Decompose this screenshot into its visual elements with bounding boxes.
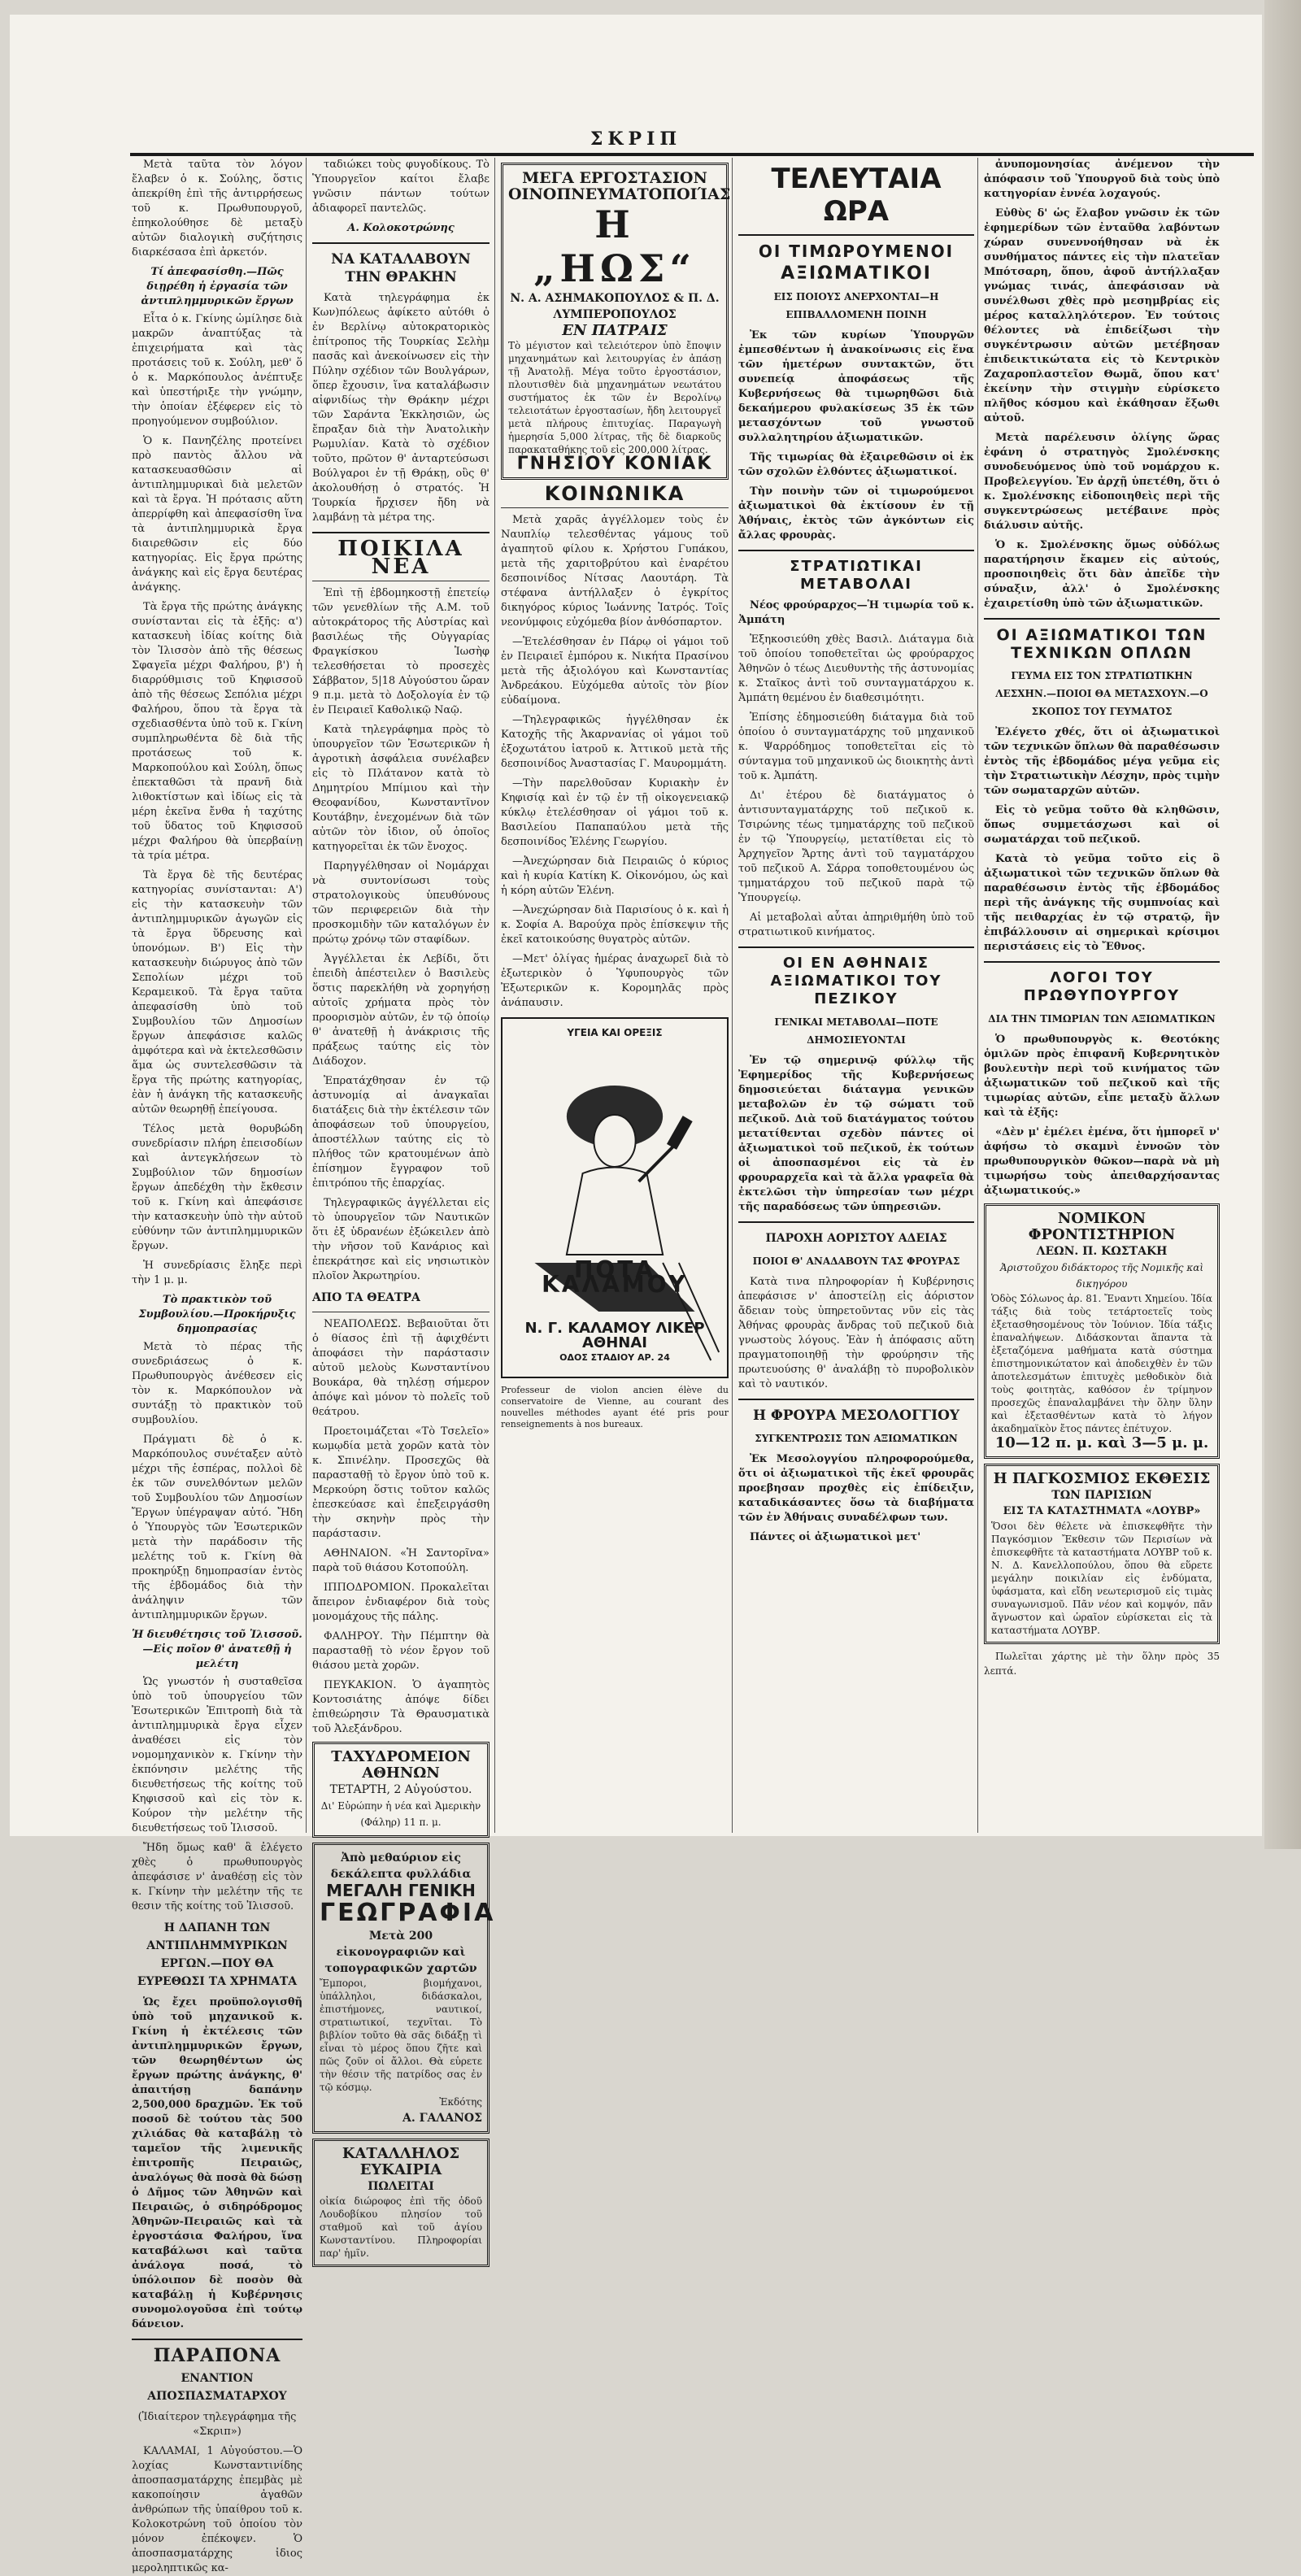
article-subheading: ΠΟΙΟΙ Θ' ΑΝΑΔΑΒΟΥΝ ΤΑΣ ΦΡΟΥΡΑΣ: [752, 1255, 960, 1267]
theatre-item: ΦΑΛΗΡΟΥ. Τὴν Πέμπτην θὰ παρασταθῇ τὸ νέον ἔργον τοῦ θιάσου μετὰ χορῶν.: [312, 1630, 490, 1672]
ad-title: ΜΕΓΑ ΕΡΓΟΣΤΑΣΙΟΝ ΟΙΝΟΠΝΕΥΜΑΤΟΠΟΙΊΑΣ: [508, 169, 731, 203]
ad-body: Ὁδὸς Σόλωνος ἀρ. 81. Ἔναντι Χημείου. Ἰδία τάξις διὰ τοὺς τετάρτοετεῖς τοὺς ἐξετασθησομένους τὸν Ἰούνιον. Ἰδία τάξις ἐπαναλήψεων. Διδάσκονται ἅπαντα τὰ ἐξεταζόμενα μαθήματα κατὰ σύστημα ἐπιστημονικώτατον καὶ ἀποδειχθὲν ἐν τῶν ἀποτελεσμάτων ἐπιτυχὲς μεθοδικὸν διὰ τοὺς φοιτητὰς, καθόσον ἐν τρίμηνον προσεχῶς ἐπαναλαμβάνει τὴν ὅλην ὕλην καὶ ἐξετασθέντων κατὰ τὸ λήγον ἀκαδημαϊκὸν ἔτος πάντες ἐπέτυχον.: [991, 1293, 1212, 1434]
article-paragraph: Κατὰ τὸ γεῦμα τοῦτο εἰς ὃ ἀξιωματικοὶ τῶν τεχνικῶν ὅπλων θὰ παραθέσωσιν ἐντὸς τῆς ἑβδομάδος περὶ τῆς ἀνάγκης τῆς συμπνοίας καὶ τῆς πειθαρχίας ἐν τῷ στρατῷ, ἣν ἐπιβάλλουσιν αἱ σημερικαὶ κρίσιμοι περιστάσεις εἰς τὸ Ἔθνος.: [984, 853, 1220, 953]
ad-brand: Η „ΗΩΣ“: [533, 202, 696, 290]
article-paragraph: Τέλος μετὰ θορυβώδη συνεδρίασιν πλήρη ἐπεισοδίων καὶ ἀντεγκλήσεων τὸ Συμβούλιον τῶν δημοσίων ἔργων ἀπεδέχθη τὴν ἔκθεσιν τοῦ κ. Γκίνη καὶ ἀπεφάσισε τὴν κατασκευὴν ὑπὸ τὴν αὐτοῦ εὐθύνην τῶν ἀντιπλημμυρικῶν ἔργων.: [132, 1123, 302, 1252]
article-paragraph: Ἐξηκοσιεύθη χθὲς Βασιλ. Διάταγμα διὰ τοῦ ὁποίου τοποθετεῖται ὡς φρούραρχος Ἀθηνῶν ὁ τέως Διευθυντὴς τῆς ἀστυνομίας κ. Σταῖκος ἀντὶ τοῦ συνταγματάρχου κ. Ἀμπάτη θεμένου ἐν διαθεσιμότητι.: [738, 633, 974, 704]
article-paragraph: Πάντες οἱ ἀξιωματικοὶ μετ': [750, 1531, 921, 1543]
ad-body: Τὸ μέγιστον καὶ τελειότερον ὑπὸ ἔποψιν μηχανημάτων καὶ λειτουργίας ἐν ἀπάσῃ τῇ Ἀνατολῇ. Μέγα τοῦτο ἐργοστάσιον, πλουτισθὲν διὰ μηχανημάτων νεωτάτου συστήματος ἐκ τῶν ἐν Βερολίνῳ τελειοτάτων ἐργοστασίων, ἤδη λειτουργεῖ μετὰ πλήρους ἐπιτυχίας. Παραγωγὴ ἡμερησία 5,000 λίτρας, τῆς δὲ διαρκοῦς παρακαταθήκης τοῦ εἰς 200,000 λίτρας.: [508, 340, 721, 455]
society-item: —Ἀνεχώρησαν διὰ Πειραιῶς ὁ κύριος καὶ ἡ κυρία Κατίκη Κ. Οἰκονόμου, ὡς καὶ ἡ κόρη αὐτῶν Ἑλένη.: [501, 855, 729, 897]
masthead: [10, 112, 1262, 153]
article-headline: ΟΙ ΕΝ ΑΘΗΝΑΙΣ ΑΞΙΩΜΑΤΙΚΟΙ ΤΟΥ ΠΕΖΙΚΟΥ: [770, 955, 942, 1007]
news-item: Ἐπρατάχθησαν ἐν τῷ ἀστυνομίᾳ αἱ ἀναγκαῖαι διατάξεις διὰ τὴν ἐκτέλεσιν τῶν ἀποφάσεων τοῦ ὑπουργείου, ἀποστέλλων ταύτης εἰς τὸ πλήθος τῶν κρατουμένων ἀπὸ ἐπίσημον ἔγγραφον τοῦ ἐπιτρόπου τῆς ἐπαρχίας.: [312, 1075, 490, 1190]
post-office-box: [312, 1742, 490, 1838]
ad-hours: 10—12 π. μ. καὶ 3—5 μ. μ.: [994, 1434, 1209, 1451]
ad-title: ΓΕΩΓΡΑΦΙΑ: [320, 1899, 496, 1927]
news-item: Ἐπὶ τῇ ἑβδομηκοστῇ ἐπετείῳ τῶν γενεθλίων τῆς Α.Μ. τοῦ αὐτοκράτορος τῆς Αὐστρίας καὶ βασιλέως τῆς Οὐγγαρίας Φραγκίσκου Ἰωσὴφ τελεσθήσεται τὸ προσεχὲς Σάββατον, 5|18 Αὐγούστου ὥραν 9 π.μ. μετὰ τὸ Δοξολογία ἐν τῷ ἐν Πειραιεῖ Καθολικῷ Ναῷ.: [312, 587, 490, 716]
article-headline: ΑΞΙΩΜΑΤΙΚΟΙ: [781, 263, 932, 284]
section-rule: [132, 2339, 302, 2340]
article-subheading: ΓΕΥΜΑ ΕΙΣ ΤΟΝ ΣΤΡΑΤΙΩΤΙΚΗΝ ΛΕΣΧΗΝ.—ΠΟΙΟΙ ΘΑ ΜΕΤΑΣΧΟΥΝ.—Ο ΣΚΟΠΟΣ ΤΟΥ ΓΕΥΜΑΤΟΣ: [995, 670, 1208, 717]
theatre-item: ΠΕΥΚΑΚΙΟΝ. Ὁ ἀγαπητὸς Κοντοσιάτης ἀπόψε δίδει ἐπιθεώρησιν Τὰ Θραυσματικὰ τοῦ Ἀλεξάνδρου.: [312, 1679, 490, 1735]
liqueur-ad-illustration: [501, 1017, 729, 1378]
news-item: Ἀγγέλλεται ἐκ Λεβίδι, ὅτι ἐπειδὴ ἀπέστειλεν ὁ Βασιλεὺς ὅστις παρεκλήθη νὰ χορηγήσῃ αὐτοῖς χρήματα πρὸς τὸν προορισμὸν αὐτῶν, ἐν τῷ ὁποίῳ θ' ἀνατεθῇ ἡ ἀνάκρισις τῆς πράξεως ταύτης εἰς τὸν Διάδοχον.: [312, 953, 490, 1068]
article-signature: Α. Κολοκοτρώνης: [347, 222, 455, 234]
news-item: Παρηγγέλθησαν οἱ Νομάρχαι νὰ συντονίσωσι τοὺς στρατολογικοὺς ὑπευθύνους τῶν περιφερειῶν διὰ τὴν προσκομιδὴν τῶν καταλόγων ἐν πρώτῳ χρόνῳ τῶν σταφίδων.: [312, 860, 490, 946]
section-rule: [738, 1399, 974, 1400]
article-headline: ΠΑΡΟΧΗ ΑΟΡΙΣΤΟΥ ΑΔΕΙΑΣ: [765, 1232, 947, 1245]
article-paragraph: Ὁ κ. Σμολένσκης ὅμως οὐδόλως παρατήρησιν ἔκαμεν εἰς αὐτούς, προσποιηθεὶς ὅτι δὰν ἀπεῖδε τὴν σύναξιν, ἀλλ' ὁ Σμολένσκης ἐχαιρετίσθη ὑπὸ τῶν ἀξιωματικῶν.: [984, 539, 1220, 610]
society-item: —Τὴν παρελθοῦσαν Κυριακὴν ἐν Κηφισίᾳ καὶ ἐν τῷ ἐν τῇ οἰκογενειακῷ κύκλῳ ἐτελέσθησαν οἱ γάμοι τοῦ κ. Βασιλείου Παπαπαύλου μετὰ τῆς δεσποινίδος Ἑλένης Γεωργίου.: [501, 777, 729, 848]
column-1: [132, 158, 302, 2574]
society-item: —Ἐτελέσθησαν ἐν Πάρῳ οἱ γάμοι τοῦ ἐν Πειραιεῖ ἐμπόρου κ. Νικήτα Πρασίνου μετὰ τῆς ἀξιολόγου καὶ Κωνσταντίας Ἀνδρεάκου. Εὐχόμεθα αὐτοῖς τὸν βίον εὐδαίμονα.: [501, 636, 729, 707]
column-3: [501, 158, 729, 1833]
article-paragraph: Αἱ μεταβολαὶ αὗται ἀπηριθμήθη ὑπὸ τοῦ στρατιωτικοῦ κινήματος.: [738, 912, 974, 938]
ad-subtitle: ΠΩΛΕΙΤΑΙ: [368, 2180, 434, 2193]
society-item: Μετὰ χαρᾶς ἀγγέλλομεν τοὺς ἐν Ναυπλίῳ τελεσθέντας γάμους τοῦ ἀγαπητοῦ φίλου κ. Χρήστου Γυπάκου, μετὰ τῆς χαριτοβρύτου καὶ ἐναρέτου δεσποινίδος Νίτσας Λαουτάρη. Τὰ στέφανα ἀντήλλαξεν ὁ ἐγκρίτος δικηγόρος κύριος Ἰωάννης Ἰατρός. Τοῖς νεονύμφοις εὐχόμεθα βίον ἀνθόσπαρτον.: [501, 514, 729, 629]
article-paragraph: Ἐκ Μεσολογγίου πληροφορούμεθα, ὅτι οἱ ἀξιωματικοὶ τῆς ἐκεῖ φρουρᾶς προεβησαν προχθὲς εἰς ἐπίδειξιν, καταδικάσαντες ὅσω τὰ διαβήματα τῶν ἐν Ἀθήναις συναδέλφων των.: [738, 1453, 974, 1524]
section-rule: [738, 946, 974, 948]
article-paragraph: Μετὰ ταῦτα τὸν λόγον ἔλαβεν ὁ κ. Σούλης, ὅστις ἀπεκρίθη ἐπὶ τῆς ἀντιρρήσεως τοῦ κ. Πρωθυπουργοῦ, ἐπηκολούθησε δὲ μεταξὺ αὐτῶν διαλογικὴ συζήτησις διαρκέσασα ἐπὶ ἀρκετόν.: [132, 159, 302, 259]
ad-caption: ΟΔΟΣ ΣΤΑΔΙΟΥ ΑΡ. 24: [559, 1352, 670, 1363]
ad-title: ΚΑΤΑΛΛΗΛΟΣ ΕΥΚΑΙΡΙΑ: [342, 2145, 460, 2178]
column-divider: [732, 158, 733, 1833]
article-headline: ΣΤΡΑΤΙΩΤΙΚΑΙ ΜΕΤΑΒΟΛΑΙ: [790, 558, 923, 593]
article-paragraph: ἀνυπομονησίας ἀνέμενον τὴν ἀπόφασιν τοῦ Ὑπουργοῦ διὰ τοὺς ὑπὸ κατηγορίαν ἐννέα λοχαγούς.: [984, 159, 1220, 200]
article-subheading: Ἡ διευθέτησις τοῦ Ἰλισσοῦ.—Εἰς ποῖον θ' ἀνατεθῇ ἡ μελέτη: [132, 1629, 302, 1670]
ad-caption: Ν. Γ. ΚΑΛΑΜΟΥ ΛΙΚΕΡ ΑΘΗΝΑΙ: [524, 1320, 705, 1351]
article-headline: Η ΦΡΟΥΡΑ ΜΕΣΟΛΟΓΓΙΟΥ: [752, 1408, 960, 1424]
article-paragraph: Ἐλέγετο χθές, ὅτι οἱ ἀξιωματικοὶ τῶν τεχνικῶν ὅπλων θὰ παραθέσωσιν ἐντὸς τῆς ἑβδομάδος μέγα γεῦμα εἰς τὴν Στρατιωτικὴν Λέσχην, πρὸς τιμὴν τῶν σωματαρχῶν αὐτῶν.: [984, 726, 1220, 797]
news-item: Τηλεγραφικῶς ἀγγέλλεται εἰς τὸ ὑπουργεῖον τῶν Ναυτικῶν ὅτι ἐξ ὑδρανέων ἐξώκειλεν ἀπὸ τὴν νῆσον τοῦ Κανάριος καὶ ἐπεκράτησε καὶ εἰς νησιωτικὸν πλοῖον Ἀκρωτηρίου.: [312, 1197, 490, 1282]
article-subheading: Τί ἀπεφασίσθη.—Πῶς διῃρέθη ἡ ἐργασία τῶν ἀντιπλημμυρικῶν ἔργων: [141, 266, 294, 307]
article-paragraph: ταδιώκει τοὺς φυγοδίκους. Τὸ Ὑπουργεῖον καίτοι ἔλαβε γνῶσιν πάντων τούτων ἀδιαφορεῖ παντελῶς.: [312, 159, 490, 215]
theatre-item: ΝΕΑΠΟΛΕΩΣ. Βεβαιοῦται ὅτι ὁ θίασος ἐπὶ τῇ ἀφιχθέντι ἀποφάσει τὴν παράστασιν αὐτοῦ μελοὺς Κωνσταντίνου Βουκάρα, θὰ τηλέσῃ σήμερον ἀπόψε καὶ μόνον τὸ πολεῖς τοῦ θεάτρου.: [312, 1318, 490, 1418]
ad-body: Ἔμποροι, βιομήχανοι, ὑπάλληλοι, διδάσκαλοι, ἐπιστήμονες, ναυτικοί, στρατιωτικοί, τεχνῖται. Τὸ βιβλίον τοῦτο θὰ σᾶς διδάξῃ τὶ εἶναι τὸ μέρος ὅπου ζῆτε καὶ πῶς ζοῦν οἱ ἄλλοι. Θὰ εὑρετε τὴν θέσιν τῆς πατρίδος σας ἐν τῷ κόσμῳ.: [320, 1978, 482, 2093]
ad-location: ΕΝ ΠΑΤΡΑΙΣ: [562, 322, 668, 339]
theatre-item: Προετοιμάζεται «Τὸ Τσελεῖο» κωμῳδία μετὰ χορῶν κατὰ τὸν κ. Σπινέλην. Προσεχῶς θὰ παρασταθῇ τὸ ἔργον ὑπὸ τοῦ κ. Μερκούρη ὅστις τοῦτον καλῶς ἐπεσκεύασε καὶ ἐπεξειργάσθη τὴν σκηνὴν πρὸς τὴν παράστασιν.: [312, 1425, 490, 1540]
ad-signature-label: Ἐκδότης: [439, 2096, 482, 2108]
ad-body: οἰκία διώροφος ἐπὶ τῆς ὁδοῦ Λουδοβίκου πλησίον τοῦ σταθμοῦ καὶ τοῦ ἁγίου Κωνσταντίνου. Πληροφορίαι παρ' ἡμῖν.: [320, 2195, 482, 2259]
article-headline: ΛΟΓΟΙ ΤΟΥ ΠΡΩΘΥΠΟΥΡΓΟΥ: [1023, 969, 1181, 1004]
theatre-item: ΙΠΠΟΔΡΟΜΙΟΝ. Προκαλεῖται ἄπειρον ἐνδιαφέρον διὰ τοὺς μονομάχους τῆς πάλης.: [312, 1582, 490, 1623]
column-divider: [977, 158, 978, 1833]
article-paragraph: Ἐν τῷ σημερινῷ φύλλῳ τῆς Ἐφημερίδος τῆς Κυβερνήσεως δημοσιεύεται διάταγμα γενικῶν μεταβολῶν ἐν τῷ σώματι τοῦ πεζικοῦ. Διὰ τοῦ διατάγματος τούτου μετατίθενται σχεδὸν πάντες οἱ ἀξιωματικοὶ τοῦ πεζικοῦ, ἐκ τούτων οἱ ἀποσπασμένοι εἰς τὰ ἐν φρουραρχεῖα καὶ τὰ ἄλλα γραφεῖα θὰ ἐκτελῶσι τὴν ὑπηρεσίαν των μέχρι τῆς παραδόσεως τῶν ὑπηρεσιῶν.: [738, 1055, 974, 1213]
geography-ad: [312, 1843, 496, 2134]
ad-owners: Ν. Α. ΑΣΗΜΑΚΟΠΟΥΛΟΣ & Π. Δ. ΛΥΜΠΕΡΟΠΟΥΛΟΣ: [510, 292, 720, 321]
section-headline: ΠΟΙΚΙΛΑ ΝΕΑ: [337, 537, 464, 579]
article-paragraph: Πράγματι δὲ ὁ κ. Μαρκόπουλος συνέταξεν αὐτὸ μέχρι τῆς ἑσπέρας, πολλοὶ δὲ ἐκ τῶν συνελθόντων μελῶν τοῦ Συμβουλίου τῶν Δημοσίων Ἔργων ὑπέγραψαν αὐτό. Ἤδη ὁ Ὑπουργὸς τῶν Ἐσωτερικῶν μετὰ τὴν παράδοσιν τῆς μελέτης τοῦ κ. Γκίνη θὰ προκηρύξῃ δημοπρασίαν ἐντὸς τῆς ἑβδομάδος διὰ τὴν ἀνάληψιν τῶν ἀντιπλημμυρικῶν ἔργων.: [132, 1434, 302, 1621]
society-item: —Μετ' ὀλίγας ἡμέρας ἀναχωρεῖ διὰ τὸ ἐξωτερικὸν ὁ Ὑφυπουργὸς τῶν Ἐξωτερικῶν κ. Κορομηλᾶς πρὸς ἀνάπαυσιν.: [501, 953, 729, 1009]
article-subheading: ΕΙΣ ΠΟΙΟΥΣ ΑΝΕΡΧΟΝΤΑΙ—Η ΕΠΙΒΑΛΛΟΜΕΝΗ ΠΟΙΝΗ: [773, 291, 939, 320]
ad-caption: ΥΓΕΙΑ ΚΑΙ ΟΡΕΞΙΣ: [567, 1027, 663, 1038]
violin-ad: Professeur de violon ancien élève du conservatoire de Vienne, au courant des nouvelles méthodes ayant été pris pour renseignements à nos bureaux.: [501, 1385, 729, 1429]
section-rule: [738, 550, 974, 551]
section-rule: [312, 242, 490, 244]
section-rule: [984, 618, 1220, 620]
article-paragraph: Τὰ ἔργα δὲ τῆς δευτέρας κατηγορίας συνίστανται: Α') εἰς τὴν κατασκευὴν τῶν ἀντιπλημμυρικῶν ἀγωγῶν εἰς τὰ ἔργα ὕδρευσης καὶ ὑπονόμων. Β') Εἰς τὴν κατασκευὴν διώρυγος ἀπὸ τῶν Σεπολίων μέχρι τοῦ Κεραμεικοῦ. Τὰ ἔργα ταῦτα ἀπεφασίσθη ὑπὸ τοῦ Συμβουλίου τῶν Δημοσίων ἔργων ἀπεφάσισε καλῶς ἀμφότερα καὶ νὰ ἐκτελεσθῶσιν ἅμα ὡς συντελεσθῶσιν τὰ ἔργα τῆς πρώτης κατηγορίας, ἐὰν ἡ ἀνάγκη τῆς κατασκευῆς αὐτῶν θεωρηθῇ ἐπείγουσα.: [132, 869, 302, 1116]
article-headline: ΟΙ ΑΞΙΩΜΑΤΙΚΟΙ ΤΩΝ ΤΕΧΝΙΚΩΝ ΟΠΛΩΝ: [996, 626, 1207, 662]
society-item: —Ἀνεχώρησαν διὰ Παρισίους ὁ κ. καὶ ἡ κ. Σοφία Α. Βαρούχα πρὸς ἐπίσκεψιν τῆς ἐκεῖ κατοικούσης θυγατρὸς αὐτῶν.: [501, 904, 729, 946]
article-paragraph: Εἰς τὸ γεῦμα τοῦτο θὰ κληθῶσιν, ὅπως συμμετάσχωσι καὶ οἱ σωματάρχαι τοῦ πεζικοῦ.: [984, 804, 1220, 846]
ad-name: ΛΕΩΝ. Π. ΚΩΣΤΑΚΗ: [1036, 1245, 1168, 1258]
article-paragraph: Τὰ ἔργα τῆς πρώτης ἀνάγκης συνίστανται εἰς τὰ ἑξῆς: α') κατασκευὴ ἰδίας κοίτης διὰ τὸν Ἰλισσὸν ἀπὸ τῆς θέσεως Σφαγεῖα μέχρι Φαλήρου, β') ἡ διαρρύθμισις τοῦ Κηφισσοῦ ἀπὸ τῆς θέσεως Σεπόλια μέχρι Φαλήρου, ὅπου τὰ ἔργα τὰ σχεδιασθέντα ὑπὸ τοῦ κ. Γκίνη συμπληρωθέντα δὲ διὰ τῆς προτάσεως τοῦ κ. Μαρκοπούλου καὶ Σούλη, ὅπως ἐπεκταθῶσι τὰ πρανῆ διὰ λιθοκτίστων καὶ ἰδίως εἰς τὰ μέρη ἐκεῖνα ἔνθα ἡ ταχύτης τοῦ ὕδατος τοῦ Κηφισσοῦ μέχρι Φαλήρου θὰ ὑπερβαίνῃ τὰ τρία μέτρα.: [132, 601, 302, 862]
article-paragraph: Ἡ συνεδρίασις ἔληξε περὶ τὴν 1 μ. μ.: [132, 1260, 302, 1286]
article-paragraph: Κατὰ τινα πληροφορίαν ἡ Κυβέρνησις ἀπεφάσισε ν' ἀποστείλῃ εἰς ἀόριστον ἄδειαν τοὺς ὑπηρετοῦντας νῦν εἰς τὰς Ἀθήνας φρουρὰς ἄνδρας τοῦ πεζικοῦ διὰ γνωστοὺς λόγους. Ἐὰν ἡ ἀπόφασις αὕτη πραγματοποιηθῇ τὴν φρούρησιν τῆς πρωτευούσης θ' ἀναλάβῃ τὸ πυροβολικὸν καὶ τὸ ναυτικόν.: [738, 1276, 974, 1390]
article-subheading: ΣΥΓΚΕΝΤΡΩΣΙΣ ΤΩΝ ΑΞΙΩΜΑΤΙΚΩΝ: [755, 1433, 958, 1444]
ad-caption: ΠΟΤΑ ΚΑΛΑΜΟΥ: [542, 1256, 688, 1298]
article-paragraph: Μετὰ παρέλευσιν ὀλίγης ὥρας ἐφάνη ὁ στρατηγὸς Σμολένσκης συνοδευόμενος ὑπὸ τοῦ νομάρχου κ. Προβελεγγίου. Ἐν ἀρχῇ ὑπετέθη, ὅτι ὁ κ. Σμολένσκης εἰδοποιηθεὶς περὶ τῆς συγκεντρώσεως μετέβαινε πρὸς διάλυσιν αὐτῆς.: [984, 432, 1220, 532]
column-5: [984, 158, 1220, 1833]
article-byline: (Ἰδιαίτερον τηλεγράφημα τῆς «Σκριπ»): [137, 2411, 297, 2438]
article-paragraph: Νέος φρούραρχος—Ἡ τιμωρία τοῦ κ. Ἀμπάτη: [738, 599, 974, 626]
newspaper-page: [10, 15, 1262, 2574]
page-edge: [1264, 0, 1301, 1849]
section-rule: [312, 532, 490, 533]
article-paragraph: Ὁ πρωθυπουργὸς κ. Θεοτόκης ὁμιλῶν πρὸς ἐπιφανῆ Κυβερνητικὸν βουλευτὴν περὶ τοῦ κινήματος τῶν ἀξιωματικῶν τοῦ πεζικοῦ καὶ τῆς τιμωρίας αὐτῶν, εἶπε μεταξὺ ἄλλων καὶ τὰ ἑξῆς:: [984, 1033, 1220, 1119]
post-office-date: ΤΕΤΑΡΤΗ, 2 Αὐγούστου.: [329, 1783, 472, 1796]
masthead-rule: [130, 153, 1254, 156]
section-headline: ΤΕΛΕΥΤΑΙΑ ΩΡΑ: [771, 163, 942, 228]
article-paragraph: Ἤδη ὅμως καθ' ἃ ἐλέγετο χθὲς ὁ πρωθυπουργὸς ἀπεφάσισε ν' ἀναθέσῃ εἰς τὸν κ. Γκίνην τὴν μελέτην τῆς τε θεσιν τῆς κοίτης τοῦ Ἰλισσοῦ.: [132, 1842, 302, 1912]
article-paragraph: Τῆς τιμωρίας θὰ ἐξαιρεθῶσιν οἱ ἐκ τῶν σχολῶν ἐλθόντες ἀξιωματικοί.: [738, 451, 974, 478]
article-paragraph: Ἐπίσης ἐδημοσιεύθη διάταγμα διὰ τοῦ ὁποίου ὁ συνταγματάρχης τοῦ μηχανικοῦ κ. Ψαρρόδημος τοποθετεῖται εἰς τὸ σύνταγμα τοῦ μηχανικοῦ ὡς διοικητὴς ἀντὶ τοῦ κ. Ἀμπάτη.: [738, 711, 974, 782]
ad-intro: Ἀπὸ μεθαύριον εἰς δεκάλεπτα φυλλάδια: [330, 1852, 472, 1881]
ad-subtitle: ΤΩΝ ΠΑΡΙΣΙΩΝ: [1051, 1489, 1152, 1502]
article-paragraph: Δι' ἑτέρου δὲ διατάγματος ὁ ἀντισυνταγματάρχης τοῦ πεζικοῦ κ. Τσιρώνης τέως τμηματάρχης τοῦ πεζικοῦ ἐν τῷ Ὑπουργείῳ, μετατίθεται εἰς τὸ Ἀρχηγεῖον Ἄρτης ἀντὶ τοῦ ταγματάρχου τοῦ πεζικοῦ Α. Σάρρα τοποθετουμένου ὡς τμηματάρχου τοῦ πεζικοῦ παρὰ τῷ Ὑπουργείῳ.: [738, 790, 974, 904]
ad-body: Ὅσοι δὲν θέλετε νὰ ἐπισκεφθῆτε τὴν Παγκόσμιον Ἔκθεσιν τῶν Περισίων νὰ ἐπισκεφθῆτε τὰ καταστήματα ΛΟΥΒΡ τοῦ κ. Ν. Δ. Κανελλοπούλου, ὅπου θὰ εὕρετε μεγάλην ποικιλίαν εἰς ἐνδύματα, ὑφάσματα, καὶ εἴδη νεωτερισμοῦ εἰς τιμὰς συναγωνισμοῦ. Πᾶν νέον καὶ κομψόν, πᾶν ἄγνωστον καὶ ὡραῖον εὑρίσκεται εἰς τὰ καταστήματα ΛΟΥΒΡ.: [991, 1521, 1212, 1636]
section-rule: [738, 1221, 974, 1223]
law-school-ad: [984, 1203, 1220, 1459]
article-paragraph: Ὁ κ. Πανηζέλης προτείνει πρὸ παντὸς ἄλλου νὰ κατασκευασθῶσιν αἱ ἀντιπλημμυρικαὶ διὰ μελετῶν καὶ τὰ ἔργα. Ἡ πρότασις αὕτη ἀπερρίφθη καὶ ἀπεφασίσθη ἵνα τὰ ἀντιπλημμυρικὰ ἔργα διαιρεθῶσιν εἰς δύο κατηγορίας. Εἰς ἔργα πρώτης ἀνάγκης καὶ εἰς ἔργα δευτέρας ἀνάγκης.: [132, 435, 302, 594]
ad-signature: Α. ΓΑΛΑΝΟΣ: [402, 2112, 482, 2125]
distillery-ad: [501, 163, 729, 480]
column-divider: [494, 158, 495, 1833]
article-paragraph: Μετὰ τὸ πέρας τῆς συνεδριάσεως ὁ κ. Πρωθυπουργὸς ἀνέθεσεν εἰς τὸν κ. Μαρκόπουλον νὰ συντάξῃ τὸ πρακτικὸν τοῦ συμβουλίου.: [132, 1341, 302, 1426]
ad-subtitle: Μετὰ 200 εἰκονογραφιῶν καὶ τοπογραφικῶν χαρτῶν: [324, 1930, 477, 1975]
classified-ad: Πωλεῖται χάρτης μὲ τὴν ὅλην πρὸς 35 λεπτά.: [984, 1651, 1220, 1677]
post-office-title: ΤΑΧΥΔΡΟΜΕΙΟΝ ΑΘΗΝΩΝ: [331, 1748, 471, 1782]
post-office-body: Δι' Εὐρώπην ἡ νέα καὶ Ἀμερικὴν (Φάληρ) 11 π. μ.: [320, 1800, 481, 1828]
article-paragraph: Τὴν ποινὴν τῶν οἱ τιμωρούμενοι ἀξιωματικοὶ θὰ ἐκτίσουν ἐν τῇ Ἀθήναις, ἐκτὸς τῶν ἀγκόντων εἰς ἄλλας φρουρὰς.: [738, 485, 974, 542]
column-divider: [306, 158, 307, 1833]
section-rule: [501, 507, 729, 508]
ad-title: ΜΕΓΑΛΗ ΓΕΝΙΚΗ: [326, 1881, 476, 1900]
article-headline: Η ΔΑΠΑΝΗ ΤΩΝ ΑΝΤΙΠΛΗΜΜΥΡΙΚΩΝ ΕΡΓΩΝ.—ΠΟΥ ΘΑ ΕΥΡΕΘΩΣΙ ΤΑ ΧΡΗΜΑΤΑ: [137, 1921, 298, 1988]
article-subheading: ΔΙΑ ΤΗΝ ΤΙΜΩΡΙΑΝ ΤΩΝ ΑΞΙΩΜΑΤΙΚΩΝ: [988, 1013, 1216, 1025]
ad-role: Ἀριστοῦχου διδάκτορος τῆς Νομικῆς καὶ δικηγόρου: [999, 1262, 1204, 1290]
article-headline: ΕΝΑΝΤΙΟΝ ΑΠΟΣΠΑΣΜΑΤΑΡΧΟΥ: [147, 2372, 287, 2403]
article-headline: ΠΑΡΑΠΟΝΑ: [153, 2345, 281, 2366]
section-rule: [738, 234, 974, 236]
louvre-ad: [984, 1464, 1220, 1644]
article-paragraph: Εἶτα ὁ κ. Γκίνης ὡμίλησε διὰ μακρῶν ἀναπτύξας τὰ ἐπιχειρήματα καὶ τὰς προτάσεις τοῦ κ. Σούλη, μεθ' ὅ ὁ κ. Μαρκόπουλος ἀνέπτυξε καὶ ὑπεστήριξε τὴν γνώμην, τὴν ὁποίαν ἐξέφερεν εἰς τὸ προηγούμενον συμβούλιον.: [132, 313, 302, 428]
ad-title: ΝΟΜΙΚΟΝ ΦΡΟΝΤΙΣΤΗΡΙΟΝ: [1028, 1210, 1176, 1243]
theatre-item: ΑΘΗΝΑΙΟΝ. «Ἡ Σαντορῖνα» παρὰ τοῦ θιάσου Κοτοπούλη.: [312, 1547, 490, 1574]
column-4: [738, 158, 974, 1833]
article-headline: ΟΙ ΤΙΜΩΡΟΥΜΕΝΟΙ: [758, 242, 955, 261]
article-paragraph: ΚΑΛΑΜΑΙ, 1 Αὐγούστου.—Ὁ λοχίας Κωνσταντινίδης ἀποσπασματάρχης ἐπεμβὰς μὲ κακοποίησιν ἀγαθῶν ἀνθρώπων τῆς ὑπαίθρου τοῦ κ. Κολοκοτρώνη τοῦ ὁποίου τὸν μόνον ἐπέκοψεν. Ὁ ἀποσπασματάρχης ἰδιος μεροληπτικῶς κα-: [132, 2445, 302, 2574]
column-2: [312, 158, 496, 2259]
ad-subtitle: ΕΙΣ ΤΑ ΚΑΤΑΣΤΗΜΑΤΑ «ΛΟΥΒΡ»: [1003, 1505, 1201, 1517]
society-item: —Τηλεγραφικῶς ἠγγέλθησαν ἐκ Κατοχῆς τῆς Ἀκαρνανίας οἱ γάμοι τοῦ ἐξοχωτάτου ἰατροῦ κ. Ἀττικοῦ μετὰ τῆς δεσποινίδος Ἀναστασίας Γ. Μαυρομμάτη.: [501, 714, 729, 770]
news-item: Κατὰ τηλεγράφημα πρὸς τὸ ὑπουργεῖον τῶν Ἐσωτερικῶν ἡ ἀγροτικὴ ἀσφάλεια συνέλαβεν εἰς τὸ Πλάτανον κατὰ τὸ Δημητρίου Μπίμιου καὶ τὴν Θεοφανίδου, Κωνσταντῖνον Κουτάβην, ἐνεχομένων διὰ τῶν αὐτῶν τὸν ἰδιον, οὗ ὁποῖος κατηγορεῖται ἐκ τῶν ἔνοχος.: [312, 724, 490, 853]
ad-title: Η ΠΑΓΚΟΣΜΙΟΣ ΕΚΘΕΣΙΣ: [993, 1470, 1211, 1487]
article-subheading: ΓΕΝΙΚΑΙ ΜΕΤΑΒΟΛΑΙ—ΠΟΤΕ ΔΗΜΟΣΙΕΥΟΝΤΑΙ: [774, 1016, 938, 1046]
article-paragraph: Ὡς γνωστόν ἡ συσταθεῖσα ὑπὸ τοῦ ὑπουργείου τῶν Ἐσωτερικῶν Ἐπιτροπὴ διὰ τὰ ἀντιπλημμυρικὰ ἔργα εἶχεν ἀναθέσει εἰς τὸν νομομηχανικὸν κ. Γκίνην τὴν ἐκπόνησιν μελέτης τῆς διευθετήσεως τῆς κοίτης τοῦ Κηφισσοῦ καὶ εἰς τὸν κ. Κούρον τὴν μελέτην τῆς διευθετήσεως τοῦ Ἰλισσοῦ.: [132, 1676, 302, 1834]
article-subheading: Τὸ πρακτικὸν τοῦ Συμβουλίου.—Προκήρυξις δημοπρασίας: [138, 1294, 296, 1335]
article-paragraph: Εὐθὺς δ' ὡς ἔλαβον γνῶσιν ἐκ τῶν ἐφημερίδων τῶν ἐνταῦθα λαβόντων χώραν συνεννοήθησαν νὰ ἐκ συνθήματος πάντες εἰς τὴν πλατεῖαν Μπότσαρη, ὅπου, ἀφοῦ ἀντήλλαξαν γνώμας τινάς, ἀπεφάσισαν νὰ συνέλθωσι χθὲς πρὸ μεσημβρίας εἰς μέρος καταλληλότερον. Ἐν τούτοις θέλοντες νὰ ἐπιδείξωσι τὴν συγκέντρωσιν αὐτῶν μετέβησαν ἐπιδεικτικώτατα εἰς τὸ Κεντρικὸν Ζαχαροπλαστεῖον Θωμᾶ, ὅπου κατ' ἐκείνην τὴν στιγμὴν εὑρίσκετο πλῆθος κόσμου καὶ ἐκάθησαν ἔξωθι αὐτοῦ.: [984, 207, 1220, 424]
article-headline: ΝΑ ΚΑΤΑΛΑΒΟΥΝ ΤΗΝ ΘΡΑΚΗΝ: [331, 251, 471, 285]
section-headline: ΑΠΟ ΤΑ ΘΕΑΤΡΑ: [312, 1291, 420, 1304]
article-paragraph: Κατὰ τηλεγράφημα ἐκ Κων)πόλεως ἀφίκετο αὐτόθι ὁ ἐν Βερλίνῳ αὐτοκρατορικὸς ἐπίτροπος τῆς Τουρκίας Σελὴμ πασᾶς καὶ ἀνεκοίνωσεν εἰς τὴν Πύλην σχέδιον τῶν Βουλγάρων, ὅπερ ἔχουσιν, ἵνα καταλάβωσιν αἰφνιδίως τὴν Θράκην μέχρι τῶν Σαράντα Ἐκκλησιῶν, ὡς ἔπραξαν διὰ τὴν Ἀνατολικὴν Ρωμυλίαν. Κατὰ τὸ σχέδιον τοῦτο, πρῶτον θ' ἀνταρτεύσωσι Βούλγαροι ἐν τῇ Θράκῃ, οὓς θ' ἀκολουθήσῃ ὁ στρατός. Ἡ Τουρκία ἤρχισεν ἤδη νὰ λαμβάνῃ τὰ μέτρα της.: [312, 292, 490, 524]
masthead-title: ΣΚΡΙΠ: [590, 128, 682, 150]
article-paragraph: Ὡς ἔχει προϋπολογισθῆ ὑπὸ τοῦ μηχανικοῦ κ. Γκίνη ἡ ἐκτέλεσις τῶν ἀντιπλημμυρικῶν ἔργων, τῶν θεωρηθέντων ὡς ἔργων πρώτης ἀνάγκης, θ' ἀπαιτήσῃ δαπάνην 2,500,000 δραχμῶν. Ἐκ τοῦ ποσοῦ δὲ τούτου τὰς 500 χιλιάδας θὰ καταβάλῃ τὸ ταμεῖον τῆς λιμενικῆς ἐπιτροπῆς Πειραιῶς, ἀναλόγως θὰ ποσὰ θὰ δώσῃ ὁ Δῆμος τῶν Ἀθηνῶν καὶ Πειραιῶς, ὁ σιδηρόδρομος Ἀθηνῶν-Πειραιῶς καὶ τὰ ἐργοστάσια Φαλήρου, ἵνα καταβάλωσι καὶ ταῦτα ἀνάλογα ποσά, τὸ ὑπόλοιπον δὲ ποσὸν θὰ καταβάλῃ ἡ Κυβέρνησις συνομολογοῦσα ἐπὶ τούτῳ δάνειον.: [132, 1996, 302, 2330]
section-rule: [984, 961, 1220, 963]
article-paragraph: «Δὲν μ' ἐμέλει ἐμένα, ὅτι ἡμπορεῖ ν' ἀφήσω τὸ σκαμνὶ ἐννοῶν τὸν πρωθυπουργικὸν θῶκον—παρὰ νὰ μὴ τιμωρήσω τοὺς ἀπειθαρχήσαντας ἀξιωματικούς.»: [984, 1126, 1220, 1197]
section-headline: ΚΟΙΝΩΝΙΚΑ: [544, 482, 685, 505]
sale-ad: [312, 2139, 490, 2267]
article-paragraph: Ἐκ τῶν κυρίων Ὑπουργῶν ἐμπεσθέντων ἡ ἀνακοίνωσις εἰς ἕνα τῶν ἡμετέρων συντακτῶν, ὅτι συνεπείᾳ ἀποφάσεως τῆς Κυβερνήσεως θὰ τιμωρηθῶσι διὰ δεκαήμερου φυλακίσεως 35 ἐκ τῶν μετασχόντων τοῦ γνωστοῦ συλλαλητηρίου ἀξιωματικῶν.: [738, 329, 974, 444]
ad-product: ΓΝΗΣΙΟΥ ΚΟΝΙΑΚ: [516, 454, 713, 474]
